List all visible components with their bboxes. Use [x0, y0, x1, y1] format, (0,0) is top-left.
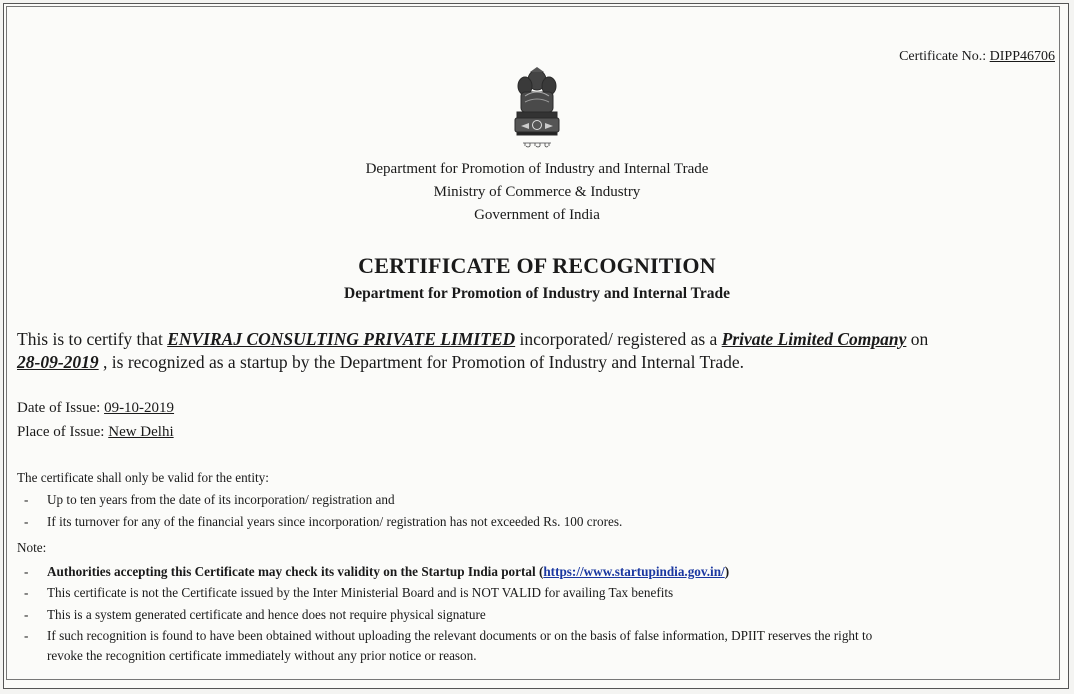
certify-line-1 [17, 329, 928, 350]
bullet-dash: - [24, 585, 29, 600]
note-portal-text: Authorities accepting this Certificate may check its validity on the Startup India portal [47, 564, 536, 579]
company-name: ENVIRAJ CONSULTING PRIVATE LIMITED [167, 329, 516, 349]
validity-item-text: Up to ten years from the date of its incorporation/ registration and [47, 492, 395, 507]
place-of-issue-label: Place of Issue: [17, 424, 105, 440]
certify-suffix: , is recognized as a startup by the Department for Promotion of Industry and Internal Trade. [103, 352, 745, 372]
certificate-number [899, 49, 1055, 65]
header-government: Government of India [474, 207, 600, 223]
certificate-subtitle: Department for Promotion of Industry and Internal Trade [344, 285, 730, 302]
place-of-issue-value: New Delhi [108, 424, 174, 440]
place-of-issue [17, 424, 174, 441]
validity-item-text: If its turnover for any of the financial years since incorporation/ registration has not exceeded Rs. 100 crores. [47, 514, 623, 529]
certificate-title: CERTIFICATE OF RECOGNITION [358, 253, 716, 278]
state-emblem-icon [511, 66, 563, 150]
certify-middle: incorporated/ registered as a [519, 329, 718, 349]
bullet-dash: - [24, 628, 29, 643]
company-type: Private Limited Company [721, 329, 907, 349]
header-department: Department for Promotion of Industry and Internal Trade [365, 161, 709, 177]
note-item-continuation: revoke the recognition certificate immediately without any prior notice or reason. [47, 648, 477, 663]
date-of-issue-value: 09-10-2019 [104, 400, 175, 416]
startup-india-link[interactable]: https://www.startupindia.gov.in/ [543, 564, 725, 579]
date-of-issue [17, 400, 174, 417]
certify-on: on [910, 329, 929, 349]
certificate-number-label: Certificate No.: [899, 49, 987, 64]
note-item-text: This is a system generated certificate and hence does not require physical signature [47, 607, 486, 622]
note-item-text: If such recognition is found to have been obtained without uploading the relevant documents or on the basis of false information, DPIIT reserves the right to [47, 628, 873, 643]
note-item-text: This certificate is not the Certificate issued by the Inter Ministerial Board and is NOT VALID for availing Tax benefits [47, 585, 674, 600]
certify-line-2 [17, 352, 744, 373]
bullet-dash: - [24, 514, 29, 529]
validity-intro: The certificate shall only be valid for the entity: [17, 470, 269, 485]
bullet-dash: - [24, 607, 29, 622]
certificate-number-value: DIPP46706 [989, 49, 1055, 64]
certify-prefix: This is to certify that [17, 329, 163, 349]
incorporation-date: 28-09-2019 [17, 352, 99, 372]
bullet-dash: - [24, 492, 29, 507]
header-ministry: Ministry of Commerce & Industry [433, 184, 641, 200]
note-label: Note: [17, 540, 47, 555]
note-item-text: Authorities accepting this Certificate may check its validity on the Startup India portal (https://www.startupindia.gov.in/) [47, 564, 730, 579]
date-of-issue-label: Date of Issue: [17, 400, 101, 416]
bullet-dash: - [24, 564, 29, 579]
